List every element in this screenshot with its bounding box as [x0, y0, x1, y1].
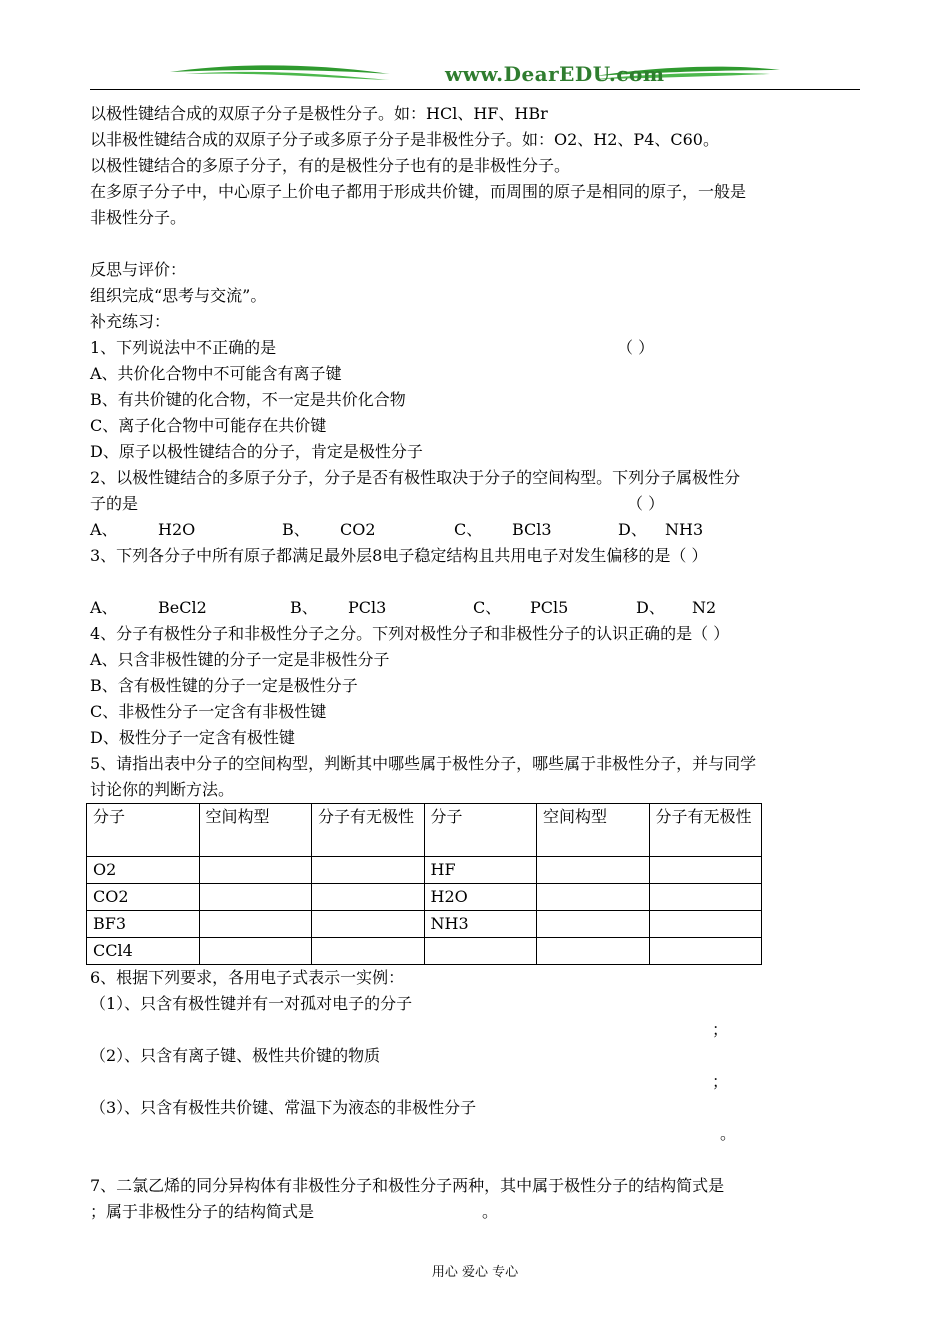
q2-option-label: C、	[454, 520, 483, 539]
table-row	[87, 857, 762, 884]
q2-answer-paren: （ ）	[627, 494, 665, 513]
table-header-cell: 空间构型	[199, 804, 312, 857]
q1-option: B、有共价键的化合物，不一定是共价化合物	[90, 390, 406, 409]
q2-option-value: BCl3	[512, 520, 552, 539]
q6-item: （1）、只含有极性键并有一对孤对电子的分子	[90, 994, 413, 1013]
q3-option-value: PCl5	[530, 598, 569, 617]
q6-item-end	[90, 1121, 865, 1147]
q3-option-value: N2	[692, 598, 717, 617]
table-cell: CCl4	[87, 938, 200, 965]
table-header-cell: 空间构型	[537, 804, 650, 857]
table-cell[interactable]	[199, 938, 312, 965]
q2-option-label: A、	[90, 520, 118, 539]
intro-line: 以非极性键结合成的双原子分子或多原子分子是非极性分子。如：O2、H2、P4、C60。	[90, 130, 719, 149]
q6-item-end	[90, 1017, 865, 1043]
table-cell: BF3	[87, 911, 200, 938]
table-cell: CO2	[87, 884, 200, 911]
q1-option: C、离子化合物中可能存在共价键	[90, 416, 327, 435]
q3-option-label: C、	[473, 598, 502, 617]
q6-stem: 6、根据下列要求，各用电子式表示一实例：	[90, 968, 405, 987]
q6-item: （2）、只含有离子键、极性共价键的物质	[90, 1046, 381, 1065]
table-header-cell: 分子	[424, 804, 537, 857]
q1-answer-paren: （ ）	[617, 338, 655, 357]
table-cell: HF	[424, 857, 537, 884]
intro-line: 非极性分子。	[90, 208, 187, 227]
intro-line: 以极性键结合的多原子分子，有的是极性分子也有的是非极性分子。	[90, 156, 571, 175]
q5-stem: 5、请指出表中分子的空间构型，判断其中哪些属于极性分子，哪些属于非极性分子，并与同学	[90, 754, 757, 773]
q3-option-value: PCl3	[348, 598, 387, 617]
q6-item-punct: ；	[712, 1020, 729, 1039]
table-cell	[424, 938, 537, 965]
site-header-banner	[90, 58, 860, 92]
q2-option-value: CO2	[340, 520, 376, 539]
q3-stem: 3、下列各分子中所有原子都满足最外层8电子稳定结构且共用电子对发生偏移的是（ ）	[90, 546, 708, 565]
table-cell[interactable]	[537, 857, 650, 884]
table-cell[interactable]	[312, 884, 425, 911]
q6-item-punct: ；	[712, 1072, 729, 1091]
table-cell[interactable]	[649, 911, 762, 938]
q4-option: C、非极性分子一定含有非极性键	[90, 702, 327, 721]
q4-option: D、极性分子一定含有极性键	[90, 728, 295, 747]
q1-stem	[90, 335, 865, 361]
table-cell[interactable]	[537, 884, 650, 911]
table-cell[interactable]	[537, 911, 650, 938]
section-organize: 组织完成“思考与交流”。	[90, 286, 267, 305]
table-cell: NH3	[424, 911, 537, 938]
q3-options	[90, 595, 865, 621]
table-header-cell: 分子	[87, 804, 200, 857]
table-row	[87, 938, 762, 965]
q4-option: A、只含非极性键的分子一定是非极性分子	[90, 650, 390, 669]
table-header-cell: 分子有无极性	[312, 804, 425, 857]
q6-item-punct: 。	[720, 1124, 737, 1143]
q7-end-punct: 。	[482, 1202, 499, 1221]
q1-stem-text: 1、下列说法中不正确的是	[90, 338, 277, 357]
table-cell[interactable]	[649, 938, 762, 965]
q2-stem-cont	[90, 491, 865, 517]
q2-option-value: NH3	[665, 520, 704, 539]
table-row	[87, 884, 762, 911]
table-header-row	[87, 804, 762, 857]
table-cell[interactable]	[199, 911, 312, 938]
q2-option-value: H2O	[158, 520, 196, 539]
section-title: 反思与评价：	[90, 260, 187, 279]
site-logo-text: www.DearEDU.com	[445, 62, 665, 86]
q1-option: D、原子以极性键结合的分子，肯定是极性分子	[90, 442, 423, 461]
table-cell[interactable]	[312, 911, 425, 938]
q6-item: （3）、只含有极性共价键、常温下为液态的非极性分子	[90, 1098, 477, 1117]
q2-option-label: B、	[282, 520, 310, 539]
q7-text: ；属于非极性分子的结构简式是	[90, 1202, 315, 1221]
table-cell[interactable]	[649, 884, 762, 911]
table-row	[87, 911, 762, 938]
header-rule	[90, 89, 860, 90]
q3-option-value: BeCl2	[158, 598, 207, 617]
molecule-table	[86, 803, 762, 965]
table-cell: H2O	[424, 884, 537, 911]
table-cell: O2	[87, 857, 200, 884]
page-footer: 用心 爱心 专心	[431, 1265, 519, 1280]
q7-line: 7、二氯乙烯的同分异构体有非极性分子和极性分子两种，其中属于极性分子的结构简式是	[90, 1176, 725, 1195]
intro-line: 以极性键结合成的双原子分子是极性分子。如：HCl、HF、HBr	[90, 104, 548, 123]
q4-option: B、含有极性键的分子一定是极性分子	[90, 676, 358, 695]
table-cell[interactable]	[537, 938, 650, 965]
q7-line-cont	[90, 1199, 865, 1225]
section-practice: 补充练习：	[90, 312, 171, 331]
intro-line: 在多原子分子中，中心原子上价电子都用于形成共价键，而周围的原子是相同的原子，一般是	[90, 182, 747, 201]
q2-options	[90, 517, 865, 543]
q4-stem: 4、分子有极性分子和非极性分子之分。下列对极性分子和非极性分子的认识正确的是（ ）	[90, 624, 730, 643]
q2-stem: 2、以极性键结合的多原子分子，分子是否有极性取决于分子的空间构型。下列分子属极性分	[90, 468, 741, 487]
q2-stem-text: 子的是	[90, 494, 139, 513]
table-cell[interactable]	[649, 857, 762, 884]
q5-stem-cont: 讨论你的判断方法。	[90, 780, 235, 799]
q2-option-label: D、	[618, 520, 647, 539]
table-cell[interactable]	[199, 857, 312, 884]
q3-option-label: A、	[90, 598, 118, 617]
table-header-cell: 分子有无极性	[649, 804, 762, 857]
q3-option-label: D、	[636, 598, 665, 617]
q1-option: A、共价化合物中不可能含有离子键	[90, 364, 342, 383]
table-cell[interactable]	[312, 857, 425, 884]
document-body	[90, 101, 865, 1225]
q3-option-label: B、	[290, 598, 318, 617]
table-cell[interactable]	[199, 884, 312, 911]
table-cell[interactable]	[312, 938, 425, 965]
q6-item-end	[90, 1069, 865, 1095]
